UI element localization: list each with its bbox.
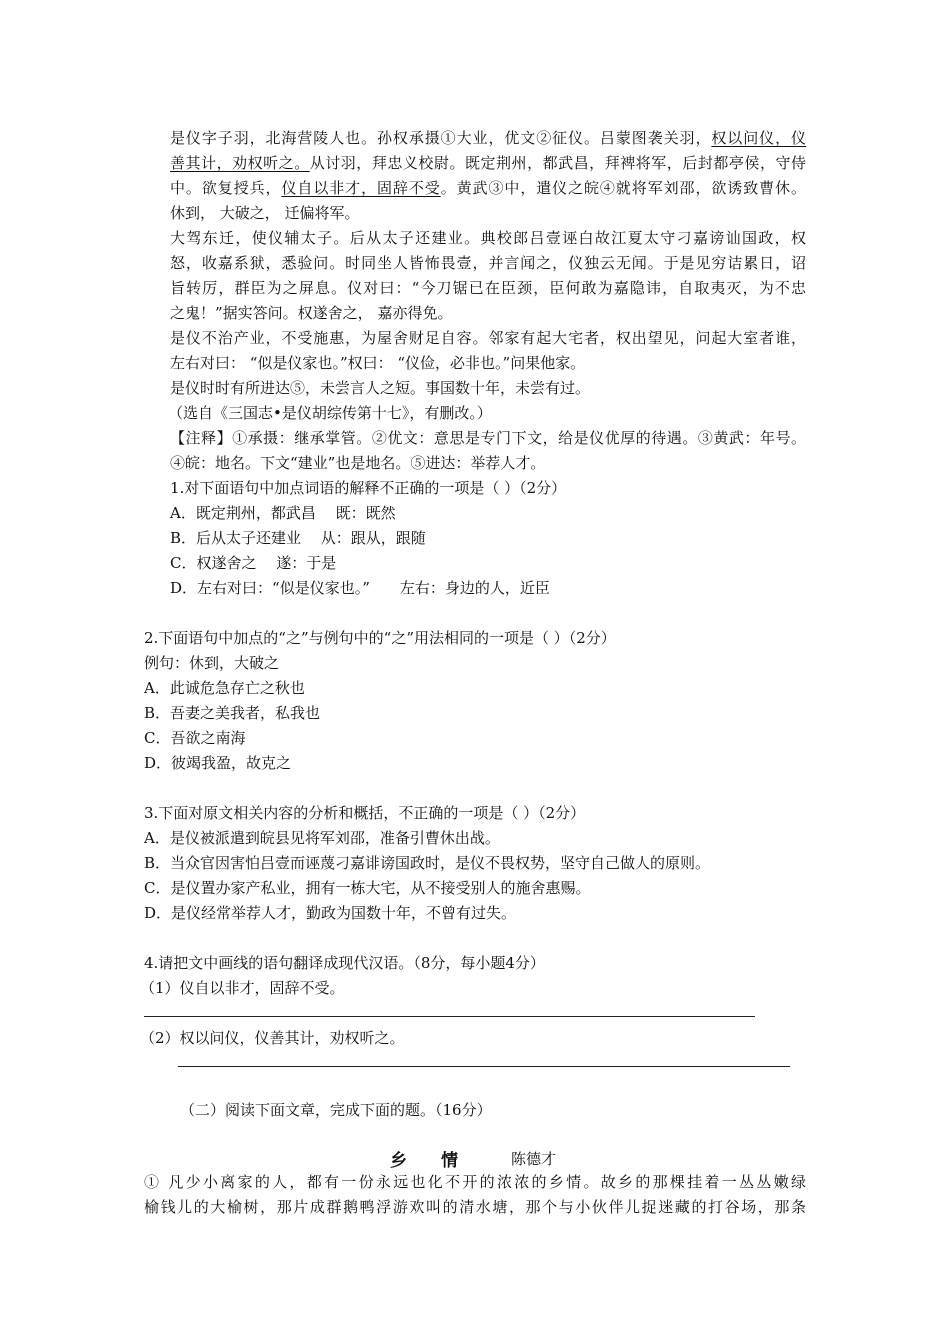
question-3-option-d: D．是仪经常举荐人才，勤政为国数十年，不曾有过失。 — [144, 904, 517, 922]
question-4-stem: 4.请把文中画线的语句翻译成现代汉语。（8分，每小题4分） — [144, 954, 545, 972]
text-run: 从讨羽，拜忠义校尉。既定荆州，都武昌，拜裨将军，后封都亭侯，守侍 — [309, 154, 806, 172]
question-2-option-b: B．吾妻之美我者，私我也 — [144, 704, 321, 722]
passage-line: 是仪时时有所进达⑤，未尝言人之短。事国数十年，未尝有过。 — [170, 379, 591, 397]
article-author: 陈德才 — [511, 1150, 557, 1168]
text-run: 中。欲复授兵， — [170, 179, 282, 197]
question-3-option-a: A．是仪被派遣到皖县见将军刘邵，准备引曹休出战。 — [144, 829, 500, 847]
question-1-option-b: B．后从太子还建业 从：跟从，跟随 — [170, 529, 426, 547]
question-1-option-a: A．既定荆州，都武昌 既：既然 — [170, 504, 396, 522]
question-1-stem: 1.对下面语句中加点词语的解释不正确的一项是（ ）（2分） — [170, 479, 567, 497]
passage-line: 休到， 大破之， 迁偏将军。 — [170, 204, 360, 222]
underlined-sentence: 权以问仪，仪 — [711, 129, 806, 147]
text-run: 。黄武③中，遣仪之皖④就将军刘邵，欲诱致曹休。 — [440, 179, 806, 197]
question-4-sentence-2: （2）权以问仪，仪善其计，劝权听之。 — [140, 1029, 405, 1047]
question-3-option-b: B．当众官因害怕吕壹而诬蔑刁嘉诽谤国政时，是仪不畏权势，坚守自己做人的原则。 — [144, 854, 711, 872]
question-4-sentence-1: （1）仪自以非才，固辞不受。 — [140, 979, 345, 997]
question-2-option-d: D．彼竭我盈，故克之 — [144, 754, 292, 772]
passage-line — [170, 128, 806, 148]
question-2-option-a: A．此诚危急存亡之秋也 — [144, 679, 305, 697]
passage-line — [170, 153, 806, 173]
section-heading: （二）阅读下面文章，完成下面的题。（16分） — [180, 1101, 492, 1119]
question-3-stem: 3.下面对原文相关内容的分析和概括，不正确的一项是（ ）（2分） — [144, 804, 586, 822]
text-run: 是仪字子羽，北海营陵人也。孙权承摄①大业，优文②征仪。吕蒙图袭关羽， — [170, 129, 712, 147]
answer-line-1[interactable] — [144, 1016, 755, 1017]
passage-line: 旨转厉，群臣为之屏息。仪对曰：“今刀锯已在臣颈，臣何敢为嘉隐讳，自取夷灭，为不忠 — [170, 279, 806, 297]
article-title: 乡 情 — [390, 1151, 458, 1171]
question-3-option-c: C．是仪置办家产私业，拥有一栋大宅，从不接受别人的施舍惠赐。 — [144, 879, 591, 897]
answer-line-2[interactable] — [178, 1066, 790, 1067]
question-2-example: 例句：休到，大破之 — [144, 654, 280, 672]
underlined-sentence: 仪自以非才，固辞不受 — [281, 179, 441, 197]
question-2-option-c: C．吾欲之南海 — [144, 729, 246, 747]
source-citation: （选自《三国志•是仪胡综传第十七》，有删改。） — [168, 404, 492, 422]
underlined-sentence: 善其计，劝权听之。 — [170, 154, 310, 172]
passage-line: 大驾东迁，使仪辅太子。后从太子还建业。典校郎吕壹诬白故江夏太守刁嘉谤讪国政，权 — [170, 229, 806, 247]
passage-line: 是仪不治产业，不受施惠，为屋舍财足自容。邻家有起大宅者，权出望见，问起大室者谁， — [170, 329, 806, 347]
passage-line — [170, 178, 806, 198]
passage-line: 之鬼！”据实答问。权遂舍之， 嘉亦得免。 — [170, 304, 453, 322]
question-1-option-d: D．左右对曰：“似是仪家也。” 左右：身边的人，近臣 — [170, 579, 550, 597]
annotation-note: 【注释】①承摄：继承掌管。②优文：意思是专门下文，给是仪优厚的待遇。③黄武：年号。 — [170, 429, 806, 447]
article-line: 榆钱儿的大榆树，那片成群鹅鸭浮游欢叫的清水塘，那个与小伙伴儿捉迷藏的打谷场，那条 — [144, 1198, 806, 1216]
question-2-stem: 2.下面语句中加点的“之”与例句中的“之”用法相同的一项是（ ）（2分） — [144, 629, 616, 647]
passage-line: 怒，收嘉系狱，悉验问。时同坐人皆怖畏壹，并言闻之，仪独云无闻。于是见穷诘累日，诏 — [170, 254, 806, 272]
question-1-option-c: C．权遂舍之 遂：于是 — [170, 554, 337, 572]
passage-line: 左右对曰： “似是仪家也。”权曰： “仪俭，必非也。”问果他家。 — [170, 354, 586, 372]
article-line: ① 凡少小离家的人，都有一份永远也化不开的浓浓的乡情。故乡的那棵挂着一丛丛嫩绿 — [144, 1173, 806, 1191]
annotation-note: ④皖：地名。下文“建业”也是地名。⑤进达：举荐人才。 — [170, 454, 546, 472]
